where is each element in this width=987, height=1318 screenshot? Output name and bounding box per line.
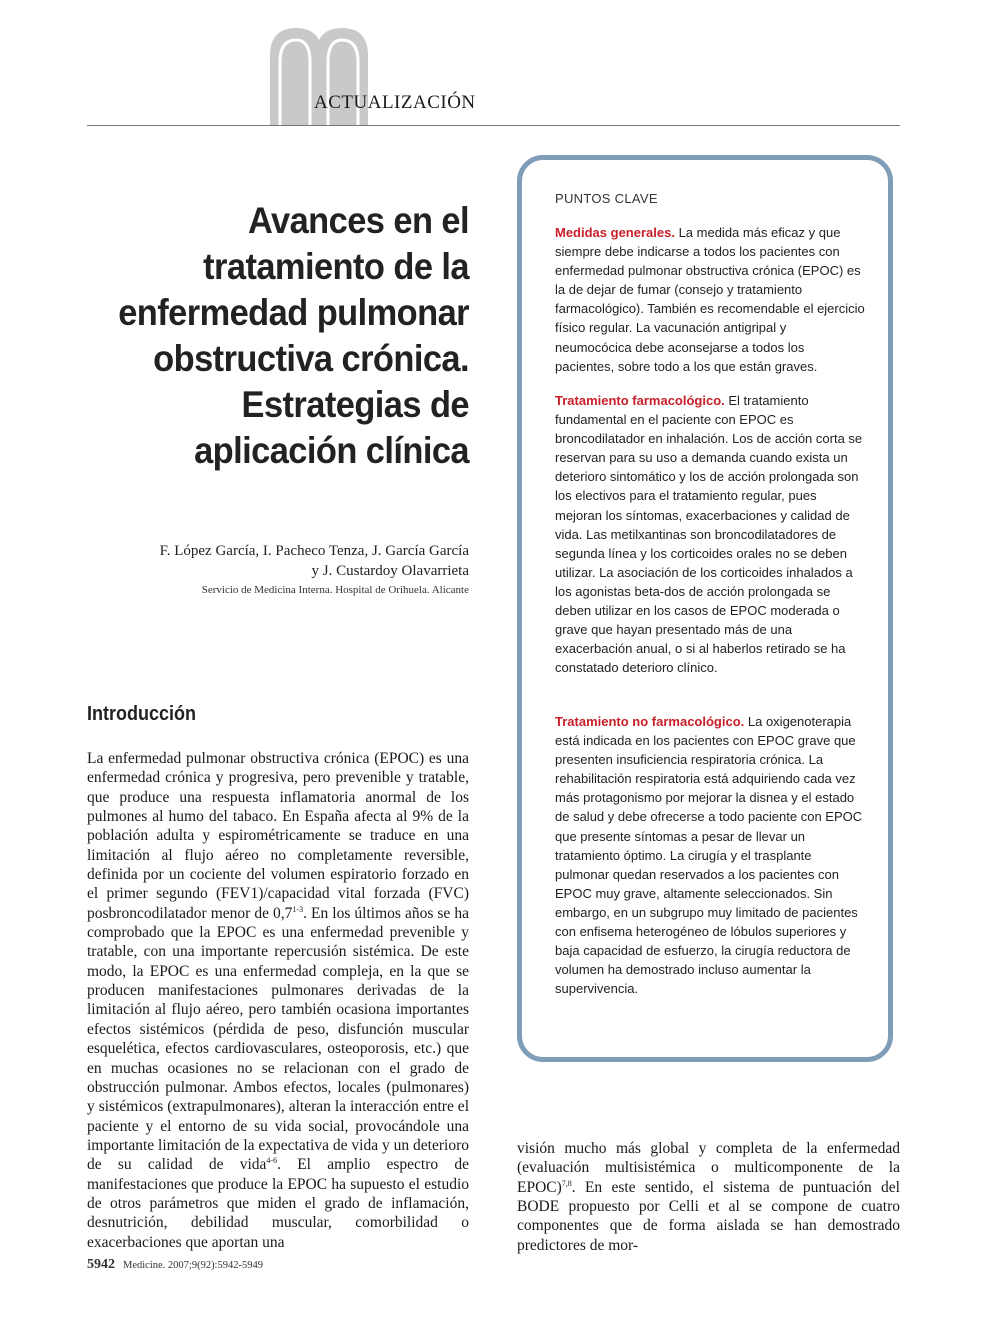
key-point-non-pharmacological xyxy=(555,712,865,998)
key-point-general-measures xyxy=(555,223,865,376)
intro-text-part-c: . El amplio espectro de manifestaciones que produce la EPOC ha supuesto el estudio de otros parámetros que miden el grado de inflamación, desnutrición, debilidad muscular, comorbilidad o exacerbaciones que aportan una xyxy=(87,1156,469,1251)
journal-citation: Medicine. 2007;9(92):5942-5949 xyxy=(123,1260,263,1271)
body-text-right-column xyxy=(517,1139,900,1255)
section-label: ACTUALIZACIÓN xyxy=(314,92,476,113)
authors-line-1: F. López García, I. Pacheco Tenza, J. García García xyxy=(159,543,469,559)
article-authors xyxy=(88,541,469,581)
intro-text-part-d: visión mucho más global y completa de la enfermedad (evaluación multisistémica o multicomponente de la EPOC) xyxy=(517,1140,900,1196)
intro-text-part-b: . En los últimos años se ha comprobado que la EPOC es una enfermedad prevenible y tratable, con una importante repercusión sistémica. De este modo, la EPOC es una enfermedad compleja, en la que se producen manifestaciones pulmonares derivadas de la limitación al flujo aéreo, pero también ocasiona importantes efectos sistémicos (pérdida de peso, disfunción muscular esquelética, efectos cardiovasculares, osteoporosis, etc.) que en muchas ocasiones no se relacionan con el grado de obstrucción pulmonar. Ambos efectos, locales (pulmonares) y sistémicos (extrapulmonares), alteran la interacción entre el paciente y el entorno de su vida social, provocándole una importante limitación de la expectativa de vida y un deterioro de su calidad de vida xyxy=(87,904,469,1174)
key-points-heading: PUNTOS CLAVE xyxy=(555,191,658,206)
authors-line-2: y J. Custardoy Olavarrieta xyxy=(311,563,469,579)
body-text-left-column xyxy=(87,749,469,1252)
key-point-text: El tratamiento fundamental en el paciente con EPOC es broncodilatador en inhalación. Los de acción corta se reservan para su uso a demanda cuando exista un deterioro sintomático y los de acción prolongada son los electivos para el tratamiento regular, pues mejoran los síntomas, exacerbaciones y calidad de vida. Las metilxantinas son broncodilatadores de segunda línea y los corticoides orales no se deben utilizar. La asociación de los corticoides inhalados a los agonistas beta-dos de acción prolongada se deben utilizar en los casos de EPOC moderada o grave que hayan presentado más de una exacerbación anual, o si al haberlos retirado se ha constatado deterioro clínico. xyxy=(555,393,863,676)
key-point-text: La medida más eficaz y que siempre debe indicarse a todos los pacientes con enfermedad pulmonar obstructiva crónica (EPOC) es la de dejar de fumar (consejo y tratamiento farmacológico). También es recomendable el ejercicio físico regular. La vacunación antigripal y neumocócica debe aconsejarse a todos los pacientes, sobre todo a los que están graves. xyxy=(555,225,865,374)
reference-4-6: 4-6 xyxy=(266,1156,278,1166)
header-rule xyxy=(87,125,900,126)
reference-1-3: 1-3 xyxy=(292,904,304,914)
affiliation: Servicio de Medicina Interna. Hospital de Orihuela. Alicante xyxy=(201,584,469,596)
page-number: 5942 xyxy=(87,1257,115,1272)
article-title: Avances en el tratamiento de la enfermedad pulmonar obstructiva crónica. Estrategias de aplicación clínica xyxy=(118,200,470,471)
intro-text-part-e: . En este sentido, el sistema de puntuación del BODE propuesto por Celli et al se compone de cuatro componentes que de forma aislada se han demostrado predictores de mor- xyxy=(517,1178,900,1254)
key-point-label: Tratamiento no farmacológico. xyxy=(555,714,745,729)
page-footer xyxy=(87,1257,263,1273)
key-point-text: La oxigenoterapia está indicada en los pacientes con EPOC grave que presenten insuficiencia respiratoria crónica. La rehabilitación respiratoria está adquiriendo cada vez más protagonismo por mejorar la disnea y el estado de salud y debe ofrecerse a todo paciente con EPOC que presente síntomas a pesar de llevar un tratamiento óptimo. La cirugía y el trasplante pulmonar quedan reservados a los pacientes con EPOC muy grave, altamente seleccionados. Sin embargo, en un subgrupo muy limitado de pacientes con enfisema heterogéneo de lóbulos superiores y baja capacidad de esfuerzo, la cirugía reductora de volumen ha demostrado incluso aumentar la supervivencia. xyxy=(555,714,863,997)
reference-7-8: 7,8 xyxy=(561,1178,572,1188)
key-point-label: Tratamiento farmacológico. xyxy=(555,393,725,408)
key-point-pharmacological xyxy=(555,391,865,677)
intro-text-part-a: La enfermedad pulmonar obstructiva crónica (EPOC) es una enfermedad crónica y progresiva, pero prevenible y tratable, que produce una respuesta inflamatoria anormal de los pulmones al humo del tabaco. En España afecta al 9% de la población adulta y espirométricamente se traduce en una limitación al flujo aéreo no completamente reversible, definida por un cociente del volumen espiratorio forzado en el primer segundo (FEV1)/capacidad vital forzada (FVC) posbroncodilatador menor de 0,7 xyxy=(87,750,469,922)
section-heading-introduction: Introducción xyxy=(87,703,196,725)
key-point-label: Medidas generales. xyxy=(555,225,675,240)
